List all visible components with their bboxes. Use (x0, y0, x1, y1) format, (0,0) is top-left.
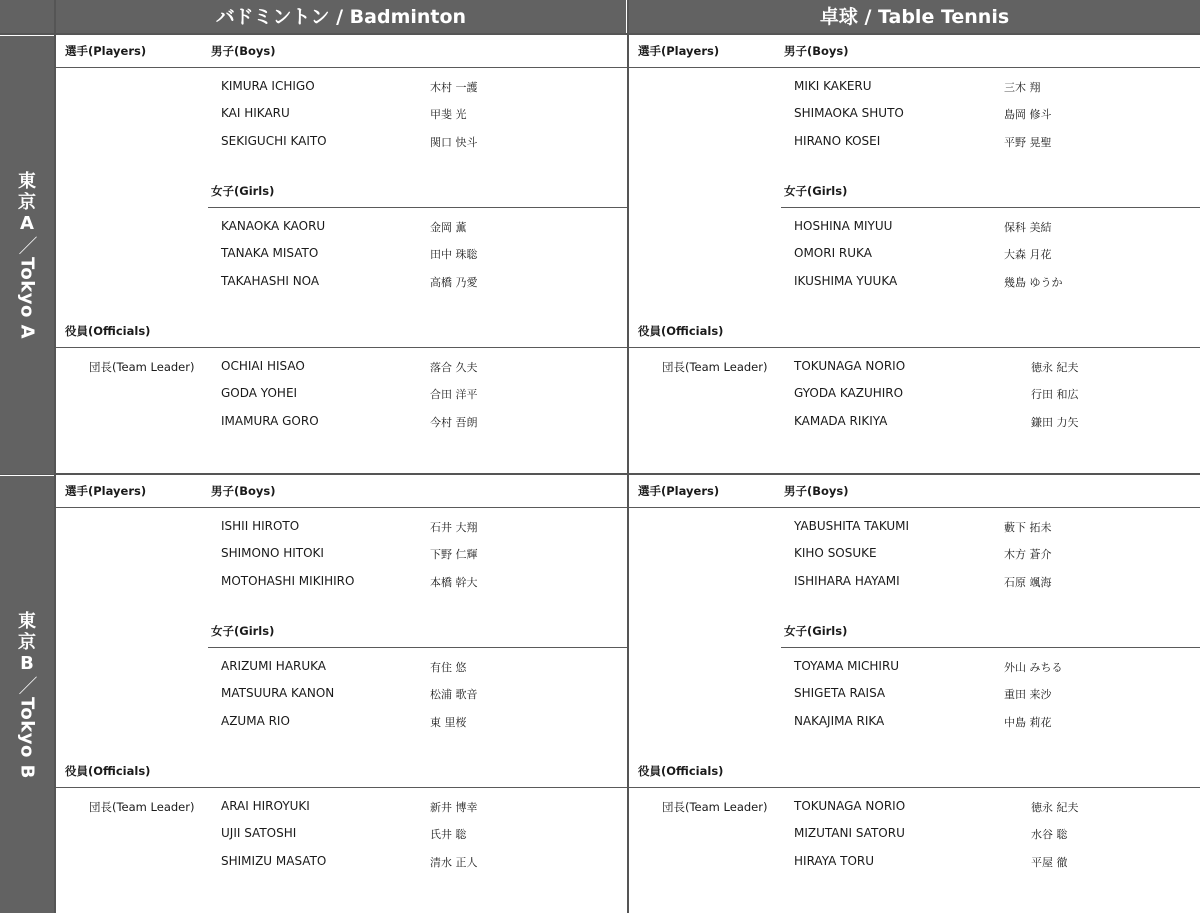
team-label (0, 36, 54, 474)
player-name-en: SHIGETA RAISA (794, 686, 886, 700)
player-name-ja: 外山 みちる (1004, 661, 1063, 674)
official-name-en: KAMADA RIKIYA (794, 414, 888, 428)
player-name-ja: 保科 美結 (1004, 221, 1052, 234)
officials-rule (629, 787, 1200, 788)
header-corner (0, 0, 54, 34)
player-name-ja: 木村 一護 (430, 81, 478, 94)
table-tennis-header: 卓球 / Table Tennis (629, 0, 1200, 34)
players-rule (629, 507, 1200, 508)
player-name-ja: 本橋 幹大 (430, 576, 478, 589)
player-name-en: ISHIHARA HAYAMI (794, 574, 900, 588)
player-name-en: KIMURA ICHIGO (221, 79, 315, 93)
team-label-cjk-2: 京 (18, 191, 36, 213)
player-name-ja: 幾島 ゆうか (1004, 276, 1063, 289)
player-name-ja: 石原 颯海 (1004, 576, 1052, 589)
official-name-ja: 清水 正人 (430, 856, 478, 869)
team-label-slash: ／ (15, 675, 38, 695)
player-name-en: TOYAMA MICHIRU (794, 659, 900, 673)
players-label: 選手(Players) (65, 44, 147, 58)
official-name-en: MIZUTANI SATORU (794, 826, 905, 840)
player-name-ja: 東 里桜 (430, 716, 467, 729)
player-name-en: HIRANO KOSEI (794, 134, 881, 148)
girls-label: 女子(Girls) (211, 184, 275, 198)
team-label (0, 476, 54, 913)
officials-rule (629, 347, 1200, 348)
player-name-ja: 下野 仁輝 (430, 548, 478, 561)
team-label-cjk-2: 京 (18, 631, 36, 653)
player-name-ja: 関口 快斗 (430, 136, 478, 149)
official-name-ja: 新井 博幸 (430, 801, 478, 814)
player-name-ja: 中島 莉花 (1004, 716, 1052, 729)
official-name-ja: 鎌田 力矢 (1031, 416, 1079, 429)
official-name-ja: 氏井 聡 (430, 828, 467, 841)
team-label-cjk-1: 東 (18, 170, 36, 192)
girls-rule (208, 647, 627, 648)
player-name-ja: 松浦 歌音 (430, 688, 478, 701)
player-name-ja: 重田 来沙 (1004, 688, 1052, 701)
official-name-en: TOKUNAGA NORIO (794, 359, 906, 373)
roster-panel (629, 474, 1200, 913)
official-name-ja: 落合 久夫 (430, 361, 478, 374)
player-name-en: IKUSHIMA YUUKA (794, 274, 898, 288)
girls-rule (781, 647, 1200, 648)
player-name-ja: 有住 悠 (430, 661, 467, 674)
official-name-en: OCHIAI HISAO (221, 359, 305, 373)
player-name-en: SHIMONO HITOKI (221, 546, 324, 560)
player-name-ja: 田中 珠聡 (430, 248, 478, 261)
girls-label: 女子(Girls) (211, 624, 275, 638)
official-name-en: IMAMURA GORO (221, 414, 319, 428)
official-name-en: ARAI HIROYUKI (221, 799, 310, 813)
player-name-en: NAKAJIMA RIKA (794, 714, 885, 728)
player-name-en: TANAKA MISATO (221, 246, 319, 260)
team-label-latin: Tokyo B (16, 696, 38, 779)
player-name-en: AZUMA RIO (221, 714, 290, 728)
girls-rule (208, 207, 627, 208)
official-name-ja: 水谷 聡 (1031, 828, 1068, 841)
player-name-ja: 藪下 拓未 (1004, 521, 1052, 534)
official-name-ja: 行田 和広 (1031, 388, 1079, 401)
team-label-latin: Tokyo A (16, 256, 38, 340)
boys-label: 男子(Boys) (784, 44, 849, 58)
team-label-cjk-1: 東 (18, 610, 36, 632)
official-name-ja: 徳永 紀夫 (1031, 801, 1079, 814)
players-label: 選手(Players) (65, 484, 147, 498)
official-name-en: UJII SATOSHI (221, 826, 297, 840)
player-name-en: KANAOKA KAORU (221, 219, 326, 233)
player-name-ja: 島岡 修斗 (1004, 108, 1052, 121)
player-name-en: KAI HIKARU (221, 106, 290, 120)
official-name-en: HIRAYA TORU (794, 854, 875, 868)
official-name-en: SHIMIZU MASATO (221, 854, 327, 868)
team-leader-label: 団長(Team Leader) (89, 360, 195, 374)
boys-label: 男子(Boys) (211, 484, 276, 498)
player-name-en: HOSHINA MIYUU (794, 219, 893, 233)
player-name-en: MATSUURA KANON (221, 686, 335, 700)
officials-rule (56, 347, 627, 348)
players-label: 選手(Players) (638, 44, 720, 58)
badminton-header: バドミントン / Badminton (56, 0, 626, 34)
player-name-ja: 石井 大翔 (430, 521, 478, 534)
boys-label: 男子(Boys) (211, 44, 276, 58)
player-name-en: KIHO SOSUKE (794, 546, 877, 560)
players-label: 選手(Players) (638, 484, 720, 498)
officials-rule (56, 787, 627, 788)
team-leader-label: 団長(Team Leader) (89, 800, 195, 814)
official-name-ja: 平屋 徹 (1031, 856, 1068, 869)
player-name-en: ARIZUMI HARUKA (221, 659, 327, 673)
official-name-en: GODA YOHEI (221, 386, 298, 400)
team-label-letter: A (20, 212, 34, 234)
player-name-en: ISHII HIROTO (221, 519, 300, 533)
player-name-ja: 金岡 薫 (430, 221, 467, 234)
officials-label: 役員(Officials) (638, 324, 724, 338)
players-rule (56, 507, 627, 508)
player-name-en: OMORI RUKA (794, 246, 872, 260)
team-leader-label: 団長(Team Leader) (662, 360, 768, 374)
official-name-ja: 徳永 紀夫 (1031, 361, 1079, 374)
officials-label: 役員(Officials) (65, 324, 151, 338)
girls-rule (781, 207, 1200, 208)
player-name-ja: 大森 月花 (1004, 248, 1052, 261)
players-rule (56, 67, 627, 68)
player-name-en: MIKI KAKERU (794, 79, 872, 93)
boys-label: 男子(Boys) (784, 484, 849, 498)
officials-label: 役員(Officials) (638, 764, 724, 778)
team-leader-label: 団長(Team Leader) (662, 800, 768, 814)
official-name-en: GYODA KAZUHIRO (794, 386, 904, 400)
official-name-ja: 今村 吾朗 (430, 416, 478, 429)
players-rule (629, 67, 1200, 68)
player-name-ja: 三木 翔 (1004, 81, 1041, 94)
player-name-ja: 高橋 乃愛 (430, 276, 478, 289)
officials-label: 役員(Officials) (65, 764, 151, 778)
player-name-ja: 平野 晃聖 (1004, 136, 1052, 149)
roster-panel (56, 474, 627, 913)
official-name-ja: 合田 洋平 (430, 388, 478, 401)
team-label-slash: ／ (15, 235, 38, 255)
girls-label: 女子(Girls) (784, 184, 848, 198)
official-name-en: TOKUNAGA NORIO (794, 799, 906, 813)
player-name-en: YABUSHITA TAKUMI (794, 519, 910, 533)
player-name-ja: 木方 蒼介 (1004, 548, 1052, 561)
roster-panel (629, 34, 1200, 474)
player-name-ja: 甲斐 光 (430, 108, 467, 121)
player-name-en: SHIMAOKA SHUTO (794, 106, 904, 120)
roster-panel (56, 34, 627, 474)
girls-label: 女子(Girls) (784, 624, 848, 638)
team-label-letter: B (20, 652, 34, 674)
player-name-en: MOTOHASHI MIKIHIRO (221, 574, 355, 588)
player-name-en: TAKAHASHI NOA (221, 274, 320, 288)
player-name-en: SEKIGUCHI KAITO (221, 134, 327, 148)
